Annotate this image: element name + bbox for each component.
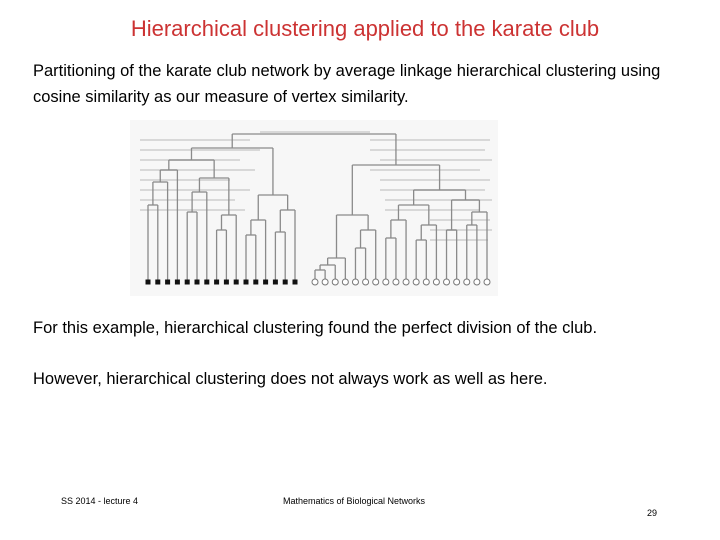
leaf-circle bbox=[393, 279, 399, 285]
leaf-square bbox=[204, 280, 209, 285]
leaf-square bbox=[273, 280, 278, 285]
leaf-circle bbox=[423, 279, 429, 285]
leaf-circle bbox=[484, 279, 490, 285]
footer-subject: Mathematics of Biological Networks bbox=[283, 496, 426, 506]
leaf-circle bbox=[444, 279, 450, 285]
leaf-circle bbox=[454, 279, 460, 285]
slide-title: Hierarchical clustering applied to the karate club bbox=[130, 16, 600, 41]
leaf-square bbox=[283, 280, 288, 285]
leaf-circle bbox=[332, 279, 338, 285]
leaf-circle bbox=[322, 279, 328, 285]
leaf-circle bbox=[474, 279, 480, 285]
leaf-circle bbox=[413, 279, 419, 285]
leaf-square bbox=[195, 280, 200, 285]
leaf-circle bbox=[383, 279, 389, 285]
leaf-square bbox=[185, 280, 190, 285]
leaf-square bbox=[293, 280, 298, 285]
leaf-circle bbox=[403, 279, 409, 285]
leaf-square bbox=[234, 280, 239, 285]
leaf-square bbox=[244, 280, 249, 285]
leaf-circle bbox=[352, 279, 358, 285]
leaf-circle bbox=[373, 279, 379, 285]
leaf-circle bbox=[312, 279, 318, 285]
leaf-square bbox=[214, 280, 219, 285]
dendrogram-tree bbox=[148, 134, 487, 282]
leaf-square bbox=[253, 280, 258, 285]
footer-course: SS 2014 - lecture 4 bbox=[61, 496, 139, 506]
page-number: 29 bbox=[647, 508, 658, 518]
leaf-square bbox=[165, 280, 170, 285]
leaf-square bbox=[224, 280, 229, 285]
leaf-square bbox=[175, 280, 180, 285]
leaf-circle bbox=[363, 279, 369, 285]
leaf-circle bbox=[433, 279, 439, 285]
caveat-paragraph: However, hierarchical clustering does not always work as well as here. bbox=[33, 370, 548, 388]
intro-text: Partitioning of the karate club network by average linkage hierarchical clustering using cosine similarity as our measure of vertex similarity. bbox=[33, 62, 661, 106]
leaf-square bbox=[155, 280, 160, 285]
leaf-circle bbox=[464, 279, 470, 285]
leaf-square bbox=[263, 280, 268, 285]
dendrogram-figure bbox=[130, 120, 498, 296]
leaf-circle bbox=[342, 279, 348, 285]
conclusion-paragraph: For this example, hierarchical clustering found the perfect division of the club. bbox=[33, 319, 598, 337]
dendrogram-leaves bbox=[146, 279, 491, 285]
leaf-square bbox=[146, 280, 151, 285]
dendrogram-svg bbox=[130, 120, 498, 296]
